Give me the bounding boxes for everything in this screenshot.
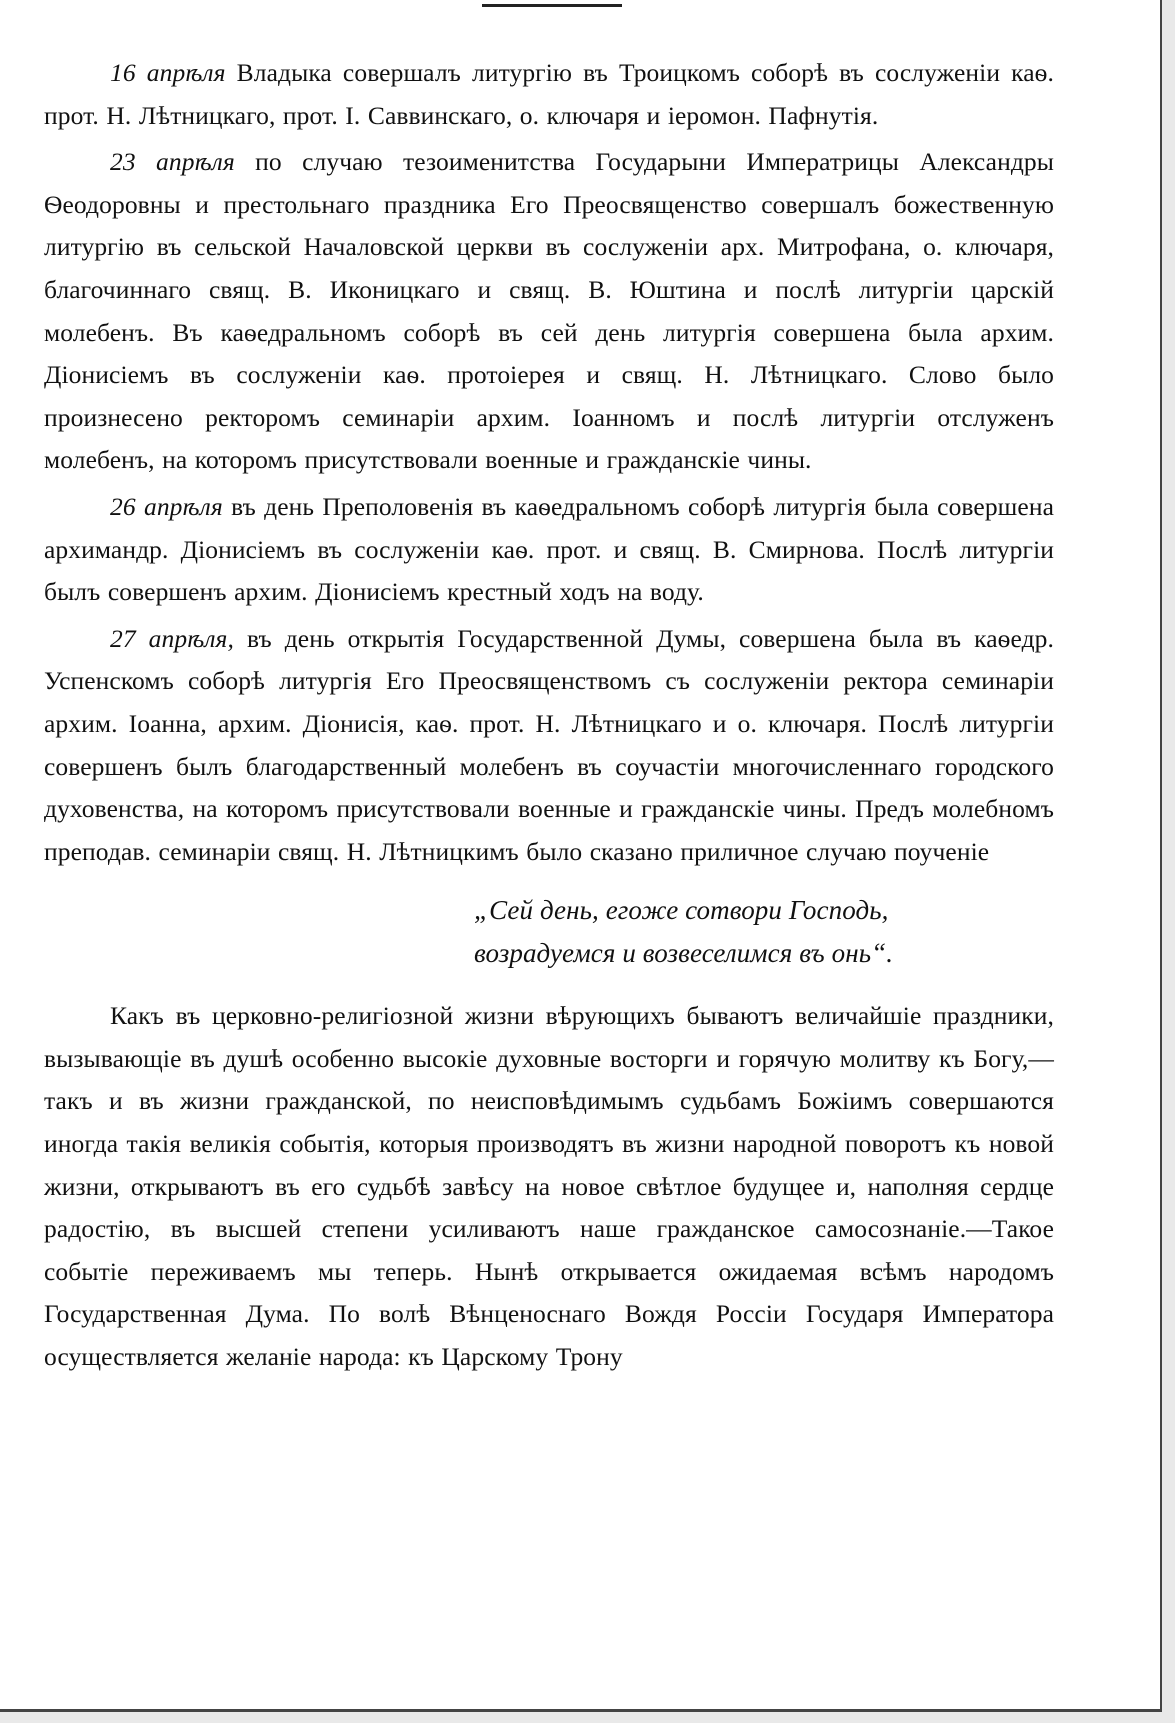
date-label: 26 апрѣля [110,491,223,521]
paragraph-text: по случаю тезоименитства Государыни Императрицы Александры Ѳеодоровны и престольнаго праздника Его Преосвященство совершалъ божественную литургію въ сельской Началовской церкви въ сослуженіи арх. Митрофана, о. ключаря, благочиннаго свящ. В. Иконицкаго и свящ. В. Юштина и послѣ литургіи царскій молебенъ. Въ каѳедральномъ соборѣ въ сей день литургія совершена была архим. Діонисіемъ въ сослуженіи каѳ. протоіерея и свящ. Н. Лѣтницкаго. Слово было произнесено ректоромъ семинаріи архим. Іоанномъ и послѣ литургіи отслуженъ молебенъ, на которомъ присутствовали военные и гражданскіе чины. [44,147,1054,475]
sermon-paragraph: Какъ въ церковно-религіозной жизни вѣрующихъ бываютъ величайшіе праздники, вызывающіе въ душѣ особенно высокіе духовные восторги и горячую молитву къ Богу,—такъ и въ жизни гражданской, по неисповѣдимымъ судьбамъ Божіимъ совершаются иногда такія великія событія, которыя производятъ въ жизни народной поворотъ къ новой жизни, открываютъ въ его судьбѣ завѣсу на новое свѣтлое будущее и, наполняя сердце радостію, въ высшей степени усиливаютъ наше гражданское самосознаніе.—Такое событіе переживаемъ мы теперь. Нынѣ открывается ожидаемая всѣмъ народомъ Государственная Дума. По волѣ Вѣнценоснаго Вождя Россіи Государя Императора осуществляется желаніе народа: къ Царскому Трону [44,1001,1054,1372]
paragraph-text: въ день открытія Государственной Думы, совершена была въ каѳедр. Успенскомъ соборѣ литургія Его Преосвященствомъ съ сослуженіи ректора семинаріи архим. Іоанна, архим. Діонисія, каѳ. прот. Н. Лѣтницкаго и о. ключаря. Послѣ литургіи совершенъ былъ благодарственный молебенъ въ соучастіи многочисленнаго городского духовенства, на которомъ присутствовали военные и гражданскіе чины. Предъ молебномъ преподав. семинаріи свящ. Н. Лѣтницкимъ было сказано приличное случаю поученіе [44,623,1054,866]
page-number-mark [482,0,622,7]
quote-line: „Сей день, егоже сотвори Господь, [474,895,889,926]
scripture-quote [44,889,1054,975]
paragraph-april-27 [44,618,1054,874]
paragraph-text: Владыка совершалъ литургію въ Троицкомъ соборѣ въ сослуженіи каѳ. прот. Н. Лѣтницкаго, прот. І. Саввинскаго, о. ключаря и іеромон. Пафнутія. [44,58,1055,130]
paragraph-april-16 [44,52,1054,137]
page-body [44,52,1054,1383]
paragraph-april-23 [44,141,1054,482]
paragraph-text: въ день Преполовенія въ каѳедральномъ соборѣ литургія была совершена архимандр. Діонисіемъ въ сослуженіи каѳ. прот. и свящ. В. Смирнова. Послѣ литургіи былъ совершенъ архим. Діонисіемъ крестный ходъ на воду. [44,491,1054,607]
date-label: 16 апрѣля [110,58,226,87]
quote-line: возрадуемся и возвеселимся въ онь“. [474,938,894,969]
date-label: 23 апрѣля [110,147,235,177]
date-label: 27 апрѣля, [110,623,234,653]
paragraph-april-26 [44,486,1054,614]
